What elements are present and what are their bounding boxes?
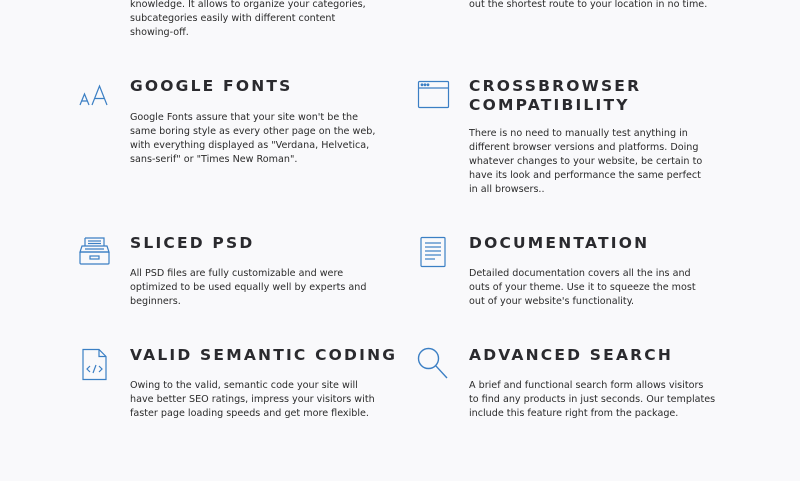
layered-tray-icon [78, 235, 112, 267]
feature-title: CROSSBROWSER COMPATIBILITY [469, 77, 642, 114]
feature-title: VALID SEMANTIC CODING [130, 346, 398, 364]
top-left-text: knowledge. It allows to organize your categories, subcategories easily with different content showing-off. [130, 0, 366, 38]
feature-description: Owing to the valid, semantic code your site will have better SEO ratings, impress your visitors with faster page loading speeds and get more flexible. [130, 380, 375, 419]
feature-description: There is no need to manually test anything in different browser versions and platforms. Doing whatever changes to your website, be certain to have its look and performance the same perfect in all browsers.. [469, 128, 703, 195]
code-file-icon [81, 348, 111, 382]
magnifier-icon [416, 346, 450, 382]
feature-title: DOCUMENTATION [469, 234, 650, 252]
document-icon [419, 236, 449, 268]
top-right-text: out the shortest route to your location in no time. [469, 0, 708, 10]
feature-title: SLICED PSD [130, 234, 255, 252]
feature-title: ADVANCED SEARCH [469, 346, 674, 364]
feature-description: A brief and functional search form allows visitors to find any products in just seconds. Our templates include this feature right from the package. [469, 380, 716, 419]
feature-title: GOOGLE FONTS [130, 77, 293, 95]
feature-description: Detailed documentation covers all the ins and outs of your theme. Use it to squeeze the most out of your website's functionality. [469, 268, 696, 307]
font-size-icon [78, 84, 112, 108]
browser-window-icon [417, 80, 451, 110]
feature-description: All PSD files are fully customizable and were optimized to be used equally well by experts and beginners. [130, 268, 367, 307]
feature-description: Google Fonts assure that your site won't be the same boring style as every other page on the web, with everything displayed as "Verdana, Helvetica, sans-serif" or "Times New Roman". [130, 112, 376, 165]
